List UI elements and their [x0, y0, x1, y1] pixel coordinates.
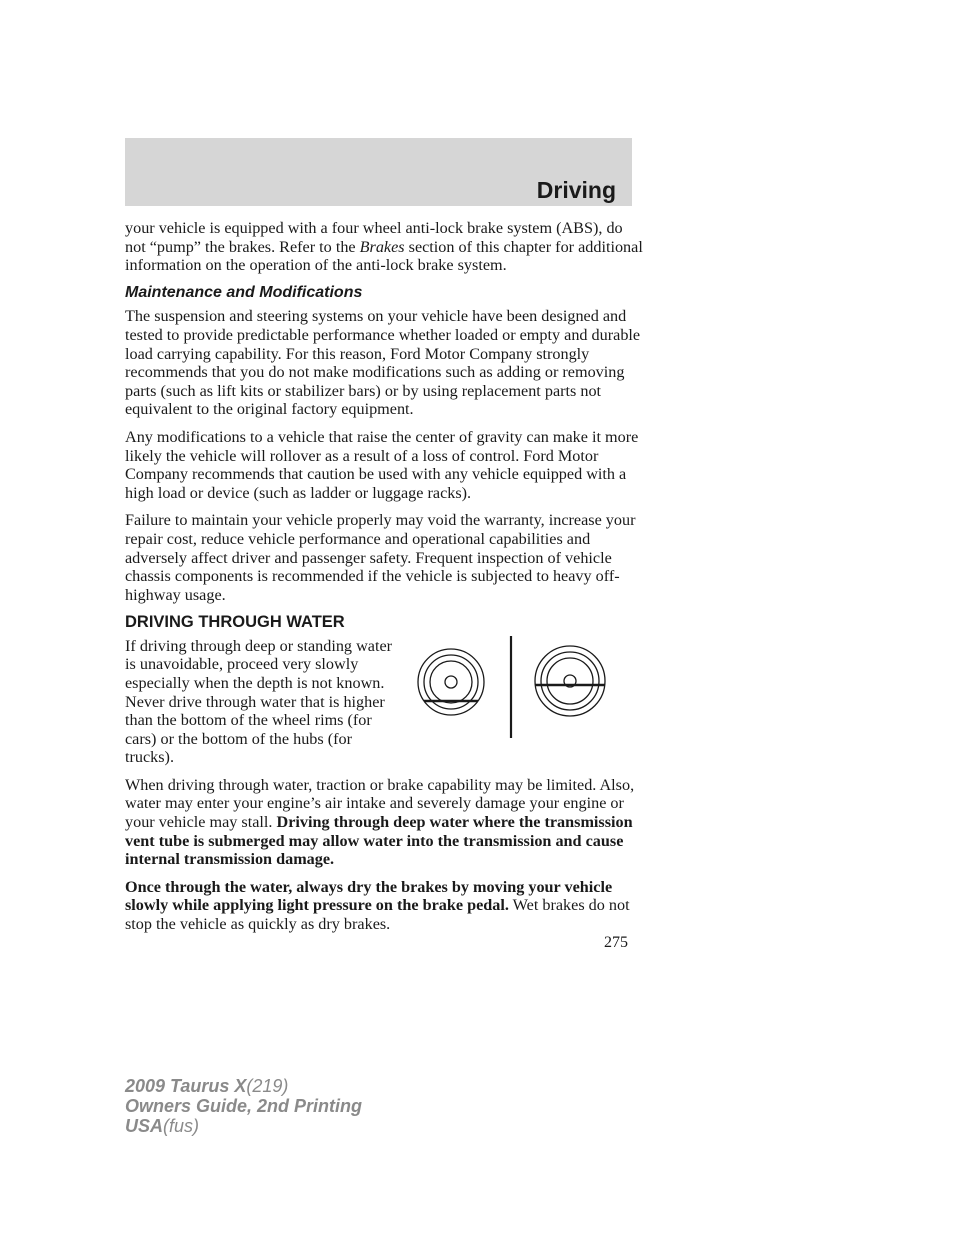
- footer-line-3: [125, 1116, 362, 1136]
- water-intro-block: [125, 637, 645, 769]
- footer-model-code: (219): [246, 1076, 289, 1096]
- dry-brakes-bold: Once through the water, always dry the brakes by moving your vehicle slowly while applying light pressure on the brake pedal.: [125, 877, 613, 915]
- wheel-water-level-illustration: [408, 630, 638, 742]
- water-intro-paragraph: If driving through deep or standing water is unavoidable, proceed very slowly especially when the depth is not known. Never drive through water that is higher than the bottom of the wheel rims (for cars) or the bottom of the hubs (for trucks).: [125, 636, 393, 767]
- water-paragraph-3: [125, 878, 645, 934]
- dry-brakes-text: Wet brakes do not stop the vehicle as quickly as dry brakes.: [125, 896, 630, 934]
- water-warning-bold: Driving through deep water where the transmission vent tube is submerged may allow water into the transmission and cause internal transmission damage.: [125, 813, 633, 869]
- car-wheel-icon: [418, 649, 484, 715]
- chapter-header: [125, 138, 632, 206]
- water-paragraph-2: [125, 776, 645, 869]
- water-heading: DRIVING THROUGH WATER: [125, 613, 345, 632]
- page-content: [125, 219, 645, 943]
- intro-paragraph: [125, 219, 645, 275]
- truck-wheel-icon: [535, 646, 605, 716]
- document-footer: [125, 1076, 362, 1136]
- maintenance-paragraph-2: Any modifications to a vehicle that raise the center of gravity can make it more likely the vehicle will rollover as a result of a loss of control. Ford Motor Company recommends that caution be used with any vehicle equipped with a high load or device (such as ladder or luggage racks).: [125, 427, 639, 502]
- water-warning-text: When driving through water, traction or brake capability may be limited. Also, water may enter your engine’s air intake and severely damage your engine or your vehicle may stall.: [125, 775, 635, 832]
- footer-model: 2009 Taurus X: [125, 1076, 247, 1096]
- maintenance-paragraph-3: Failure to maintain your vehicle properly may void the warranty, increase your repair cost, reduce vehicle performance and operational capabilities and adversely affect driver and passenger safety. Frequent inspection of vehicle chassis components is recommended if the vehicle is subjected to heavy off-highway usage.: [125, 511, 636, 604]
- footer-market: USA: [125, 1116, 164, 1136]
- footer-line-2: Owners Guide, 2nd Printing: [125, 1096, 363, 1116]
- intro-text-end: section of this chapter for additional information on the operation of the anti-lock brake system.: [125, 237, 643, 275]
- footer-market-code: (fus): [163, 1116, 200, 1136]
- footer-line-1: [125, 1076, 362, 1096]
- chapter-title: Driving: [536, 177, 616, 203]
- maintenance-paragraph-1: The suspension and steering systems on your vehicle have been designed and tested to provide predictable performance whether loaded or empty and durable load carrying capability. For this reason, Ford Motor Company strongly recommends that you do not make modifications such as adding or removing parts (such as lift kits or stabilizer bars) or by using replacement parts not equivalent to the original factory equipment.: [125, 307, 641, 419]
- brakes-reference: Brakes: [359, 237, 405, 256]
- maintenance-heading: Maintenance and Modifications: [125, 283, 363, 301]
- page-number: 275: [604, 934, 628, 951]
- intro-text: your vehicle is equipped with a four wheel anti-lock brake system (ABS), do not “pump” the brakes. Refer to the: [125, 219, 623, 256]
